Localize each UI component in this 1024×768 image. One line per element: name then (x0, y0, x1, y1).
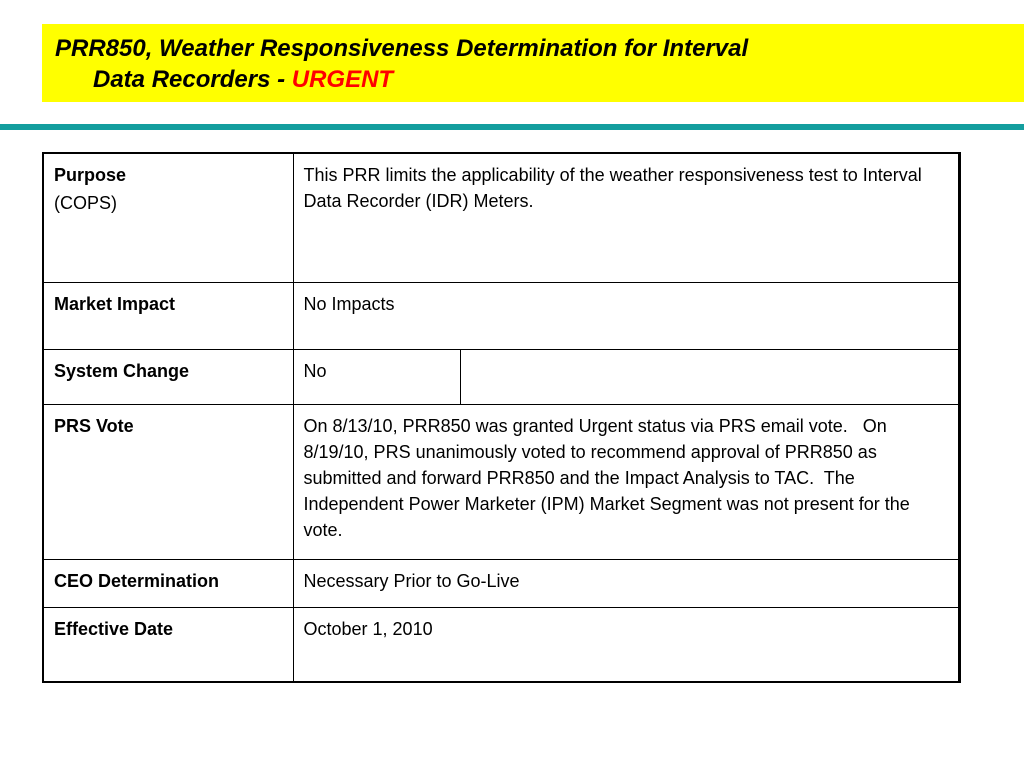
table-row-ceo-determination (43, 559, 959, 607)
row-label-cell (43, 153, 293, 282)
title-line-2-text: Data Recorders - (93, 66, 292, 93)
table-row-system-change (43, 349, 959, 404)
row-value: No (293, 349, 460, 404)
row-label: System Change (43, 349, 293, 404)
row-label: Market Impact (43, 282, 293, 349)
row-sublabel: (COPS) (54, 193, 117, 213)
table-row-market-impact (43, 282, 959, 349)
row-value: October 1, 2010 (293, 607, 959, 682)
row-label: Effective Date (43, 607, 293, 682)
slide-title (55, 33, 1015, 95)
prr-summary-table (42, 152, 961, 683)
divider-line (0, 124, 1024, 130)
urgent-label: URGENT (291, 66, 394, 93)
row-value: No Impacts (293, 282, 959, 349)
title-line-1: PRR850, Weather Responsiveness Determination for Interval (55, 35, 749, 62)
row-value: On 8/13/10, PRR850 was granted Urgent status via PRS email vote. On 8/19/10, PRS unanimously voted to recommend approval of PRR850 as submitted and forward PRR850 and the Impact Analysis to TAC. The Independent Power Marketer (IPM) Market Segment was not present for the vote. (293, 404, 959, 559)
row-label: CEO Determination (43, 559, 293, 607)
row-label: PRS Vote (43, 404, 293, 559)
row-value: Necessary Prior to Go-Live (293, 559, 959, 607)
table-row-effective-date (43, 607, 959, 682)
row-label: Purpose (54, 165, 127, 185)
row-value: This PRR limits the applicability of the weather responsiveness test to Interval Data Recorder (IDR) Meters. (293, 153, 959, 282)
table-row-prs-vote (43, 404, 959, 559)
table-row-purpose (43, 153, 959, 282)
row-extra-cell (460, 349, 959, 404)
title-line-2 (55, 66, 393, 93)
